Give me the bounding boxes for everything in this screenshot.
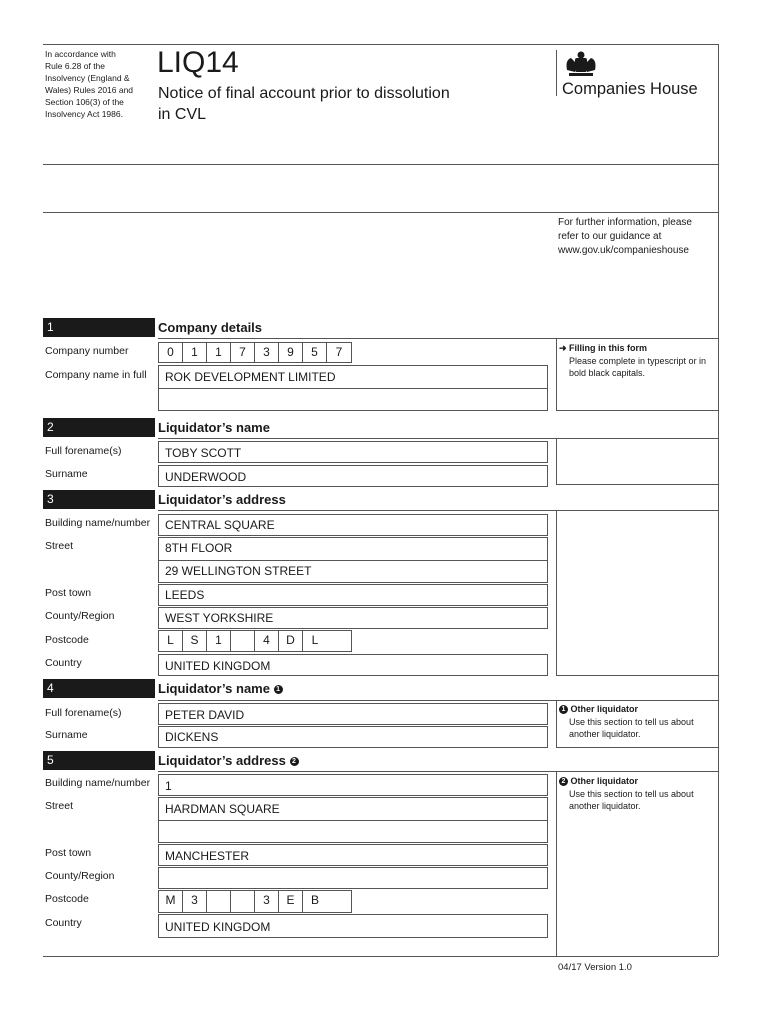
- forename-value: TOBY SCOTT: [165, 446, 242, 460]
- postcode-char: M: [159, 891, 183, 912]
- section-number-3: 3: [43, 490, 155, 509]
- company-name-value: ROK DEVELOPMENT LIMITED: [165, 370, 336, 384]
- form-title-line1: Notice of final account prior to dissolution: [158, 85, 450, 102]
- right-border: [718, 44, 719, 956]
- company-number-digit: 0: [159, 343, 183, 362]
- company-number-digit: 5: [303, 343, 327, 362]
- section-number-5: 5: [43, 751, 155, 770]
- forename-label: Full forename(s): [45, 445, 122, 457]
- posttown-label-2: Post town: [45, 847, 92, 859]
- country-value-2: UNITED KINGDOM: [165, 920, 271, 934]
- note-other-liquidator-1-title-text: Other liquidator: [570, 704, 639, 714]
- forename-value-2: PETER DAVID: [165, 708, 245, 722]
- country-label-2: Country: [45, 917, 82, 929]
- note-other-liquidator-2-text: Use this section to tell us about another liquidator.: [569, 789, 694, 811]
- note-other-liquidator-1-text: Use this section to tell us about another liquidator.: [569, 717, 694, 739]
- street-divider-2: [159, 820, 547, 821]
- postcode-char: L: [311, 633, 319, 647]
- postcode-char: E: [279, 891, 303, 912]
- company-number-label: Company number: [45, 345, 129, 357]
- note-other-liquidator-1: [556, 700, 718, 748]
- section-number-1: 1: [43, 318, 155, 337]
- building-value-2: 1: [165, 779, 172, 793]
- section2-side-box: [556, 438, 718, 485]
- street-line1-value-2: HARDMAN SQUARE: [165, 802, 280, 816]
- street-field[interactable]: [158, 537, 548, 583]
- postcode-char: B: [310, 893, 319, 907]
- company-number-digit: 1: [207, 343, 231, 362]
- country-field-2[interactable]: [158, 914, 548, 938]
- postcode-char: 4: [255, 631, 279, 651]
- county-value: WEST YORKSHIRE: [165, 611, 274, 625]
- company-number-digit: 7: [335, 345, 343, 359]
- surname-value: UNDERWOOD: [165, 470, 247, 484]
- note-filling-in: [556, 338, 718, 411]
- posttown-field-2[interactable]: [158, 844, 548, 866]
- company-number-digit: 1: [183, 343, 207, 362]
- country-value: UNITED KINGDOM: [165, 659, 271, 673]
- section4-title-text: Liquidator’s name: [158, 681, 270, 696]
- surname-field[interactable]: [158, 465, 548, 487]
- form-code: LIQ14: [157, 46, 239, 79]
- posttown-value: LEEDS: [165, 588, 205, 602]
- note-other-liquidator-2-title-text: Other liquidator: [570, 776, 639, 786]
- building-value: CENTRAL SQUARE: [165, 518, 275, 532]
- company-name-field[interactable]: [158, 365, 548, 411]
- postcode-char: D: [279, 631, 303, 651]
- legal-basis-text: In accordance with Rule 6.28 of the Insolvency (England & Wales) Rules 2016 and Section 106(3) of the Insolvency Act 1986.: [45, 49, 134, 119]
- brand-name: Companies House: [562, 80, 698, 98]
- county-field-2[interactable]: [158, 867, 548, 889]
- forename-field-2[interactable]: [158, 703, 548, 725]
- postcode-char: 1: [207, 631, 231, 651]
- header-rule: [43, 164, 718, 165]
- company-number-field[interactable]: [158, 342, 352, 363]
- company-name-divider: [159, 388, 547, 389]
- section-number-4: 4: [43, 679, 155, 698]
- postcode-field-2[interactable]: [158, 890, 352, 913]
- surname-label: Surname: [45, 468, 88, 480]
- bottom-rule: [43, 956, 718, 957]
- building-field[interactable]: [158, 514, 548, 536]
- section-title-liquidator-address: Liquidator’s address: [158, 492, 286, 507]
- postcode-char: S: [183, 631, 207, 651]
- country-label: Country: [45, 657, 82, 669]
- royal-crest-icon: [563, 50, 599, 78]
- note-other-liquidator-1-title: [559, 704, 638, 714]
- note-filling-text: Please complete in typescript or in bold black capitals.: [569, 356, 707, 378]
- section-title-liquidator-name-2: [158, 681, 283, 696]
- surname-label-2: Surname: [45, 729, 88, 741]
- street-field-2[interactable]: [158, 797, 548, 843]
- brand-divider: [556, 50, 557, 96]
- postcode-label-2: Postcode: [45, 893, 89, 905]
- section-title-company-details: Company details: [158, 320, 263, 335]
- street-line1-value: 8TH FLOOR: [165, 541, 233, 555]
- version-label: 04/17 Version 1.0: [558, 962, 632, 973]
- postcode-field[interactable]: [158, 630, 352, 652]
- street-label: Street: [45, 540, 74, 552]
- section-title-liquidator-address-2: [158, 753, 299, 768]
- postcode-char: 3: [183, 891, 207, 912]
- note-filling-title-text: Filling in this form: [569, 343, 648, 353]
- county-label: County/Region: [45, 610, 115, 622]
- surname-value-2: DICKENS: [165, 730, 219, 744]
- posttown-label: Post town: [45, 587, 92, 599]
- company-number-digit: 7: [231, 343, 255, 362]
- county-field[interactable]: [158, 607, 548, 629]
- note-marker-2-icon: 2: [290, 757, 299, 766]
- postcode-char: [231, 891, 255, 912]
- arrow-right-icon: ➜: [559, 343, 570, 353]
- note-other-liquidator-2: [556, 771, 718, 957]
- company-number-digit: 3: [255, 343, 279, 362]
- forename-field[interactable]: [158, 441, 548, 463]
- forename-label-2: Full forename(s): [45, 707, 122, 719]
- top-rule: [43, 44, 718, 45]
- note-marker-2-icon: 2: [559, 777, 568, 786]
- postcode-char: [207, 891, 231, 912]
- street-line2-value: 29 WELLINGTON STREET: [165, 564, 312, 578]
- form-title-line2: in CVL: [158, 106, 207, 123]
- surname-field-2[interactable]: [158, 726, 548, 748]
- note-filling-title: [559, 343, 647, 354]
- building-label: Building name/number: [45, 517, 151, 529]
- street-divider: [159, 560, 547, 561]
- postcode-char: 3: [255, 891, 279, 912]
- company-number-digit: 9: [279, 343, 303, 362]
- country-field[interactable]: [158, 654, 548, 676]
- section-number-2: 2: [43, 418, 155, 437]
- building-field-2[interactable]: [158, 774, 548, 796]
- county-label-2: County/Region: [45, 870, 115, 882]
- note-other-liquidator-2-title: [559, 776, 638, 786]
- posttown-value-2: MANCHESTER: [165, 849, 250, 863]
- posttown-field[interactable]: [158, 584, 548, 606]
- note-marker-1-icon: 1: [559, 705, 568, 714]
- further-info-text: For further information, please refer to our guidance at www.gov.uk/companieshouse: [558, 217, 692, 256]
- company-name-label: Company name in full: [45, 369, 147, 381]
- street-label-2: Street: [45, 800, 74, 812]
- section5-title-text: Liquidator’s address: [158, 753, 286, 768]
- building-label-2: Building name/number: [45, 777, 151, 789]
- section-title-liquidator-name: Liquidator’s name: [158, 420, 270, 435]
- postcode-label: Postcode: [45, 634, 89, 646]
- note-marker-1-icon: 1: [274, 685, 283, 694]
- postcode-char: [231, 631, 255, 651]
- section3-side-box: [556, 510, 718, 676]
- info-rule: [43, 212, 718, 213]
- postcode-char: L: [159, 631, 183, 651]
